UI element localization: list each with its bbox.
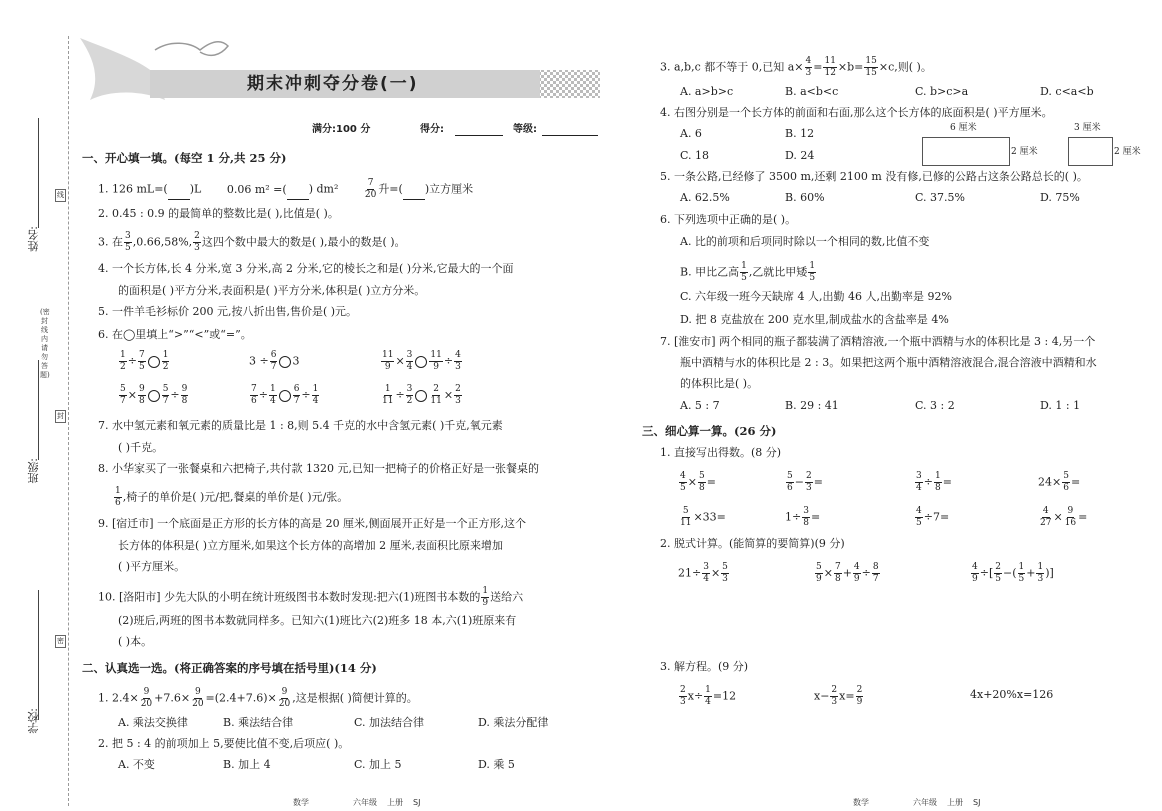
q2-3-option-a[interactable]: A. a>b>c xyxy=(680,85,734,98)
title-banner xyxy=(70,30,610,110)
q1-3: 3. 在 $\frac{3}{5}$ ,0.66,58%, $\frac{2}{3}$ 这四个数中最大的数是( ),最小的数是( )。 xyxy=(98,231,406,253)
q1-2: 2. 0.45 : 0.9 的最简单的整数比是( ),比值是( )。 xyxy=(98,207,339,220)
q2-4-option-c[interactable]: C. 18 xyxy=(680,149,710,162)
q2-6-option-c[interactable]: C. 六年级一班今天缺席 4 人,出勤 46 人,出勤率是 92% xyxy=(680,290,952,303)
compare-circle[interactable] xyxy=(415,390,427,402)
q2-4-option-b[interactable]: B. 12 xyxy=(785,127,815,140)
fig-front-height: 2 厘米 xyxy=(1011,147,1038,157)
calc-item: 24× $\frac{5}{6}$ = xyxy=(1038,471,1081,493)
q2-3-option-c[interactable]: C. b>c>a xyxy=(915,85,969,98)
q2-7a: 7. [淮安市] 两个相同的瓶子都装满了酒精溶液,一个瓶中酒精与水的体积比是 3 : 4,另一个 xyxy=(660,335,1096,348)
step-calc-item: 21÷ $\frac{3}{4}$ × $\frac{5}{3}$ xyxy=(678,562,728,584)
school-line xyxy=(38,590,39,720)
q2-5-option-c[interactable]: C. 37.5% xyxy=(915,191,965,204)
q2-1-option-a[interactable]: A. 乘法交换律 xyxy=(118,716,188,729)
q1-4b: 的面积是( )平方分米,表面积是( )平方分米,体积是( )立方分米。 xyxy=(118,284,426,297)
name-line xyxy=(38,118,39,228)
q2-5-option-d[interactable]: D. 75% xyxy=(1040,191,1080,204)
q1-9a: 9. [宿迁市] 一个底面是正方形的长方体的高是 20 厘米,侧面展开正好是一个正方形,这个 xyxy=(98,517,527,530)
q2-6: 6. 下列选项中正确的是( )。 xyxy=(660,213,797,226)
footer-left: 数学 六年级 上册 SJ xyxy=(293,798,421,807)
calc-item: $\frac{4}{5}$ × $\frac{5}{8}$ = xyxy=(680,471,716,493)
calc-part-3-title: 3. 解方程。(9 分) xyxy=(660,660,749,673)
q1-4a: 4. 一个长方体,长 4 分米,宽 3 分米,高 2 分米,它的棱长之和是( )分米,它最大的一个面 xyxy=(98,262,514,275)
q2-2: 2. 把 5 : 4 的前项加上 5,要使比值不变,后项应( )。 xyxy=(98,737,350,750)
fig-side-face xyxy=(1068,137,1113,166)
q2-1-option-c[interactable]: C. 加法结合律 xyxy=(354,716,425,729)
seal-tag-3: 密 xyxy=(55,635,66,648)
school-label: 学校: xyxy=(27,708,40,734)
compare-circle[interactable] xyxy=(148,390,160,402)
name-label: 姓名: xyxy=(27,226,40,252)
equation-item: 4x+20%x=126 xyxy=(970,688,1054,701)
calc-item: $\frac{4}{5}$ ÷7= xyxy=(916,506,950,528)
q2-5-option-a[interactable]: A. 62.5% xyxy=(680,191,730,204)
q1-5: 5. 一件羊毛衫标价 200 元,按八折出售,售价是( )元。 xyxy=(98,305,358,318)
q2-2-option-d[interactable]: D. 乘 5 xyxy=(478,758,515,771)
fig-side-width: 3 厘米 xyxy=(1074,123,1101,133)
q2-2-option-c[interactable]: C. 加上 5 xyxy=(354,758,402,771)
seal-tag-2: 封 xyxy=(55,410,66,423)
q2-7-option-d[interactable]: D. 1 : 1 xyxy=(1040,399,1081,412)
q1-8b: $\frac{1}{6}$ ,椅子的单价是( )元/把,餐桌的单价是( )元/张。 xyxy=(115,486,349,508)
q2-6-option-d[interactable]: D. 把 8 克盐放在 200 克水里,制成盐水的含盐率是 4% xyxy=(680,313,949,326)
page-title: 期末冲刺夺分卷(一) xyxy=(247,74,419,94)
q2-7-option-c[interactable]: C. 3 : 2 xyxy=(915,399,955,412)
q2-7-option-b[interactable]: B. 29 : 41 xyxy=(785,399,839,412)
class-line xyxy=(38,360,39,460)
calc-item: $\frac{4}{27}$ × $\frac{9}{16}$ = xyxy=(1040,506,1088,528)
q6-cmp-r1c2: 3 ÷ $\frac{6}{7}$ 3 xyxy=(249,350,300,372)
cut-note: (密封线内请勿答题) xyxy=(40,308,50,379)
cut-line xyxy=(68,36,69,806)
fig-front-face xyxy=(922,137,1010,166)
q2-1: 1. 2.4× $\frac{9}{20}$ +7.6× $\frac{9}{20}$ =(2.4+7.6)× $\frac{9}{20}$ ,这是根据( )简便计算的。 xyxy=(98,687,418,709)
q1-10b: (2)班后,两班的图书本数就同样多。已知六(1)班比六(2)班多 18 本,六(1)班原来有 xyxy=(118,614,517,627)
compare-circle[interactable] xyxy=(279,356,291,368)
grade-label: 等级: xyxy=(513,124,537,135)
q1-7b: ( )千克。 xyxy=(118,441,164,454)
q6-cmp-r1c3: $\frac{11}{9}$ × $\frac{3}{4}$ $\frac{11}{9}$ ÷ $\frac{4}{3}$ xyxy=(382,350,461,372)
q2-2-option-a[interactable]: A. 不变 xyxy=(118,758,155,771)
score-label: 得分: xyxy=(420,124,444,135)
q1-9b: 长方体的体积是( )立方厘米,如果这个长方体的高增加 2 厘米,表面积比原来增加 xyxy=(118,539,504,552)
fig-side-height: 2 厘米 xyxy=(1114,147,1141,157)
q2-4: 4. 右图分别是一个长方体的前面和右面,那么这个长方体的底面积是( )平方厘米。 xyxy=(660,106,1053,119)
compare-circle[interactable] xyxy=(415,356,427,368)
q2-7c: 的体积比是( )。 xyxy=(680,377,759,390)
grade-input[interactable] xyxy=(542,135,598,136)
q6-cmp-r2c3: $\frac{1}{11}$ ÷ $\frac{3}{2}$ $\frac{2}{11}$ × $\frac{2}{3}$ xyxy=(382,384,461,406)
bow-icon xyxy=(155,42,228,56)
step-calc-item: $\frac{4}{9}$ ÷[ $\frac{2}{5}$ −( $\frac{1}{5}$ + $\frac{1}{3}$ )] xyxy=(972,562,1054,584)
calc-item: $\frac{3}{4}$ ÷ $\frac{1}{8}$ = xyxy=(916,471,952,493)
q2-7b: 瓶中酒精与水的体积比是 2 : 3。如果把这两个瓶中酒精溶液混合,混合溶液中酒精和水 xyxy=(680,356,1097,369)
q2-5-option-b[interactable]: B. 60% xyxy=(785,191,825,204)
footer-right: 数学 六年级 上册 SJ xyxy=(853,798,981,807)
q2-6-option-b[interactable]: B. 甲比乙高 $\frac{1}{5}$ ,乙就比甲矮 $\frac{1}{5}$ xyxy=(680,261,816,283)
q1-6: 6. 在◯里填上“>”“<”或“=”。 xyxy=(98,328,252,341)
checker-fade xyxy=(540,70,600,98)
q2-4-option-d[interactable]: D. 24 xyxy=(785,149,815,162)
step-calc-item: $\frac{5}{9}$ × $\frac{7}{8}$ + $\frac{4}{9}$ ÷ $\frac{8}{7}$ xyxy=(816,562,879,584)
calc-part-1-title: 1. 直接写出得数。(8 分) xyxy=(660,446,782,459)
q1-9c: ( )平方厘米。 xyxy=(118,560,186,573)
q1-10a: 10. [洛阳市] 少先大队的小明在统计班级图书本数时发现:把六(1)班图书本数的 $\frac{1}{9}$ 送给六 xyxy=(98,586,524,608)
score-total: 满分:100 分 xyxy=(312,124,371,135)
calc-item: $\frac{5}{6}$ − $\frac{2}{3}$ = xyxy=(787,471,823,493)
section-2-title: 二、认真选一选。(将正确答案的序号填在括号里)(14 分) xyxy=(82,661,377,675)
q2-1-option-d[interactable]: D. 乘法分配律 xyxy=(478,716,549,729)
q2-3-option-d[interactable]: D. c<a<b xyxy=(1040,85,1094,98)
q2-4-option-a[interactable]: A. 6 xyxy=(680,127,702,140)
q6-cmp-r2c1: $\frac{5}{7}$ × $\frac{9}{8}$ $\frac{5}{7}$ ÷ $\frac{9}{8}$ xyxy=(120,384,188,406)
compare-circle[interactable] xyxy=(279,390,291,402)
q2-3: 3. a,b,c 都不等于 0,已知 a× $\frac{4}{3}$ = $\frac{11}{12}$ ×b= $\frac{15}{15}$ ×c,则( )。 xyxy=(660,56,932,78)
q2-6-option-a[interactable]: A. 比的前项和后项同时除以一个相同的数,比值不变 xyxy=(680,235,930,248)
q2-7-option-a[interactable]: A. 5 : 7 xyxy=(680,399,720,412)
section-3-title: 三、细心算一算。(26 分) xyxy=(642,424,777,438)
score-input[interactable] xyxy=(455,135,503,136)
equation-item: $\frac{2}{3}$ x÷ $\frac{1}{4}$ =12 xyxy=(680,685,737,707)
q1-1: 1. 126 mL=( )L 0.06 m² =( ) dm² $\frac{7}{20}$ 升=( )立方厘米 xyxy=(98,178,474,200)
calc-item: $\frac{5}{11}$ ×33= xyxy=(680,506,726,528)
q1-10c: ( )本。 xyxy=(118,635,153,648)
q2-2-option-b[interactable]: B. 加上 4 xyxy=(223,758,271,771)
q2-1-option-b[interactable]: B. 乘法结合律 xyxy=(223,716,294,729)
q2-3-option-b[interactable]: B. a<b<c xyxy=(785,85,839,98)
equation-item: x− $\frac{2}{3}$ x= $\frac{2}{9}$ xyxy=(814,685,863,707)
q1-8a: 8. 小华家买了一张餐桌和六把椅子,共付款 1320 元,已知一把椅子的价格正好是一张餐桌的 xyxy=(98,462,539,475)
seal-tag-1: 线 xyxy=(55,189,66,202)
q6-cmp-r2c2: $\frac{7}{6}$ ÷ $\frac{1}{4}$ $\frac{6}{7}$ ÷ $\frac{1}{4}$ xyxy=(251,384,319,406)
section-1-title: 一、开心填一填。(每空 1 分,共 25 分) xyxy=(82,151,287,165)
q2-5: 5. 一条公路,已经修了 3500 m,还剩 2100 m 没有修,已修的公路占这条公路总长的( )。 xyxy=(660,170,1088,183)
fig-front-width: 6 厘米 xyxy=(950,123,977,133)
q1-7a: 7. 水中氢元素和氧元素的质量比是 1 : 8,则 5.4 千克的水中含氢元素( )千克,氧元素 xyxy=(98,419,503,432)
calc-item: 1÷ $\frac{3}{8}$ = xyxy=(785,506,821,528)
class-label: 班级: xyxy=(27,458,40,484)
calc-part-2-title: 2. 脱式计算。(能简算的要简算)(9 分) xyxy=(660,537,845,550)
q6-cmp-r1c1: $\frac{1}{2}$ ÷ $\frac{7}{5}$ $\frac{1}{2}$ xyxy=(120,350,169,372)
compare-circle[interactable] xyxy=(148,356,160,368)
